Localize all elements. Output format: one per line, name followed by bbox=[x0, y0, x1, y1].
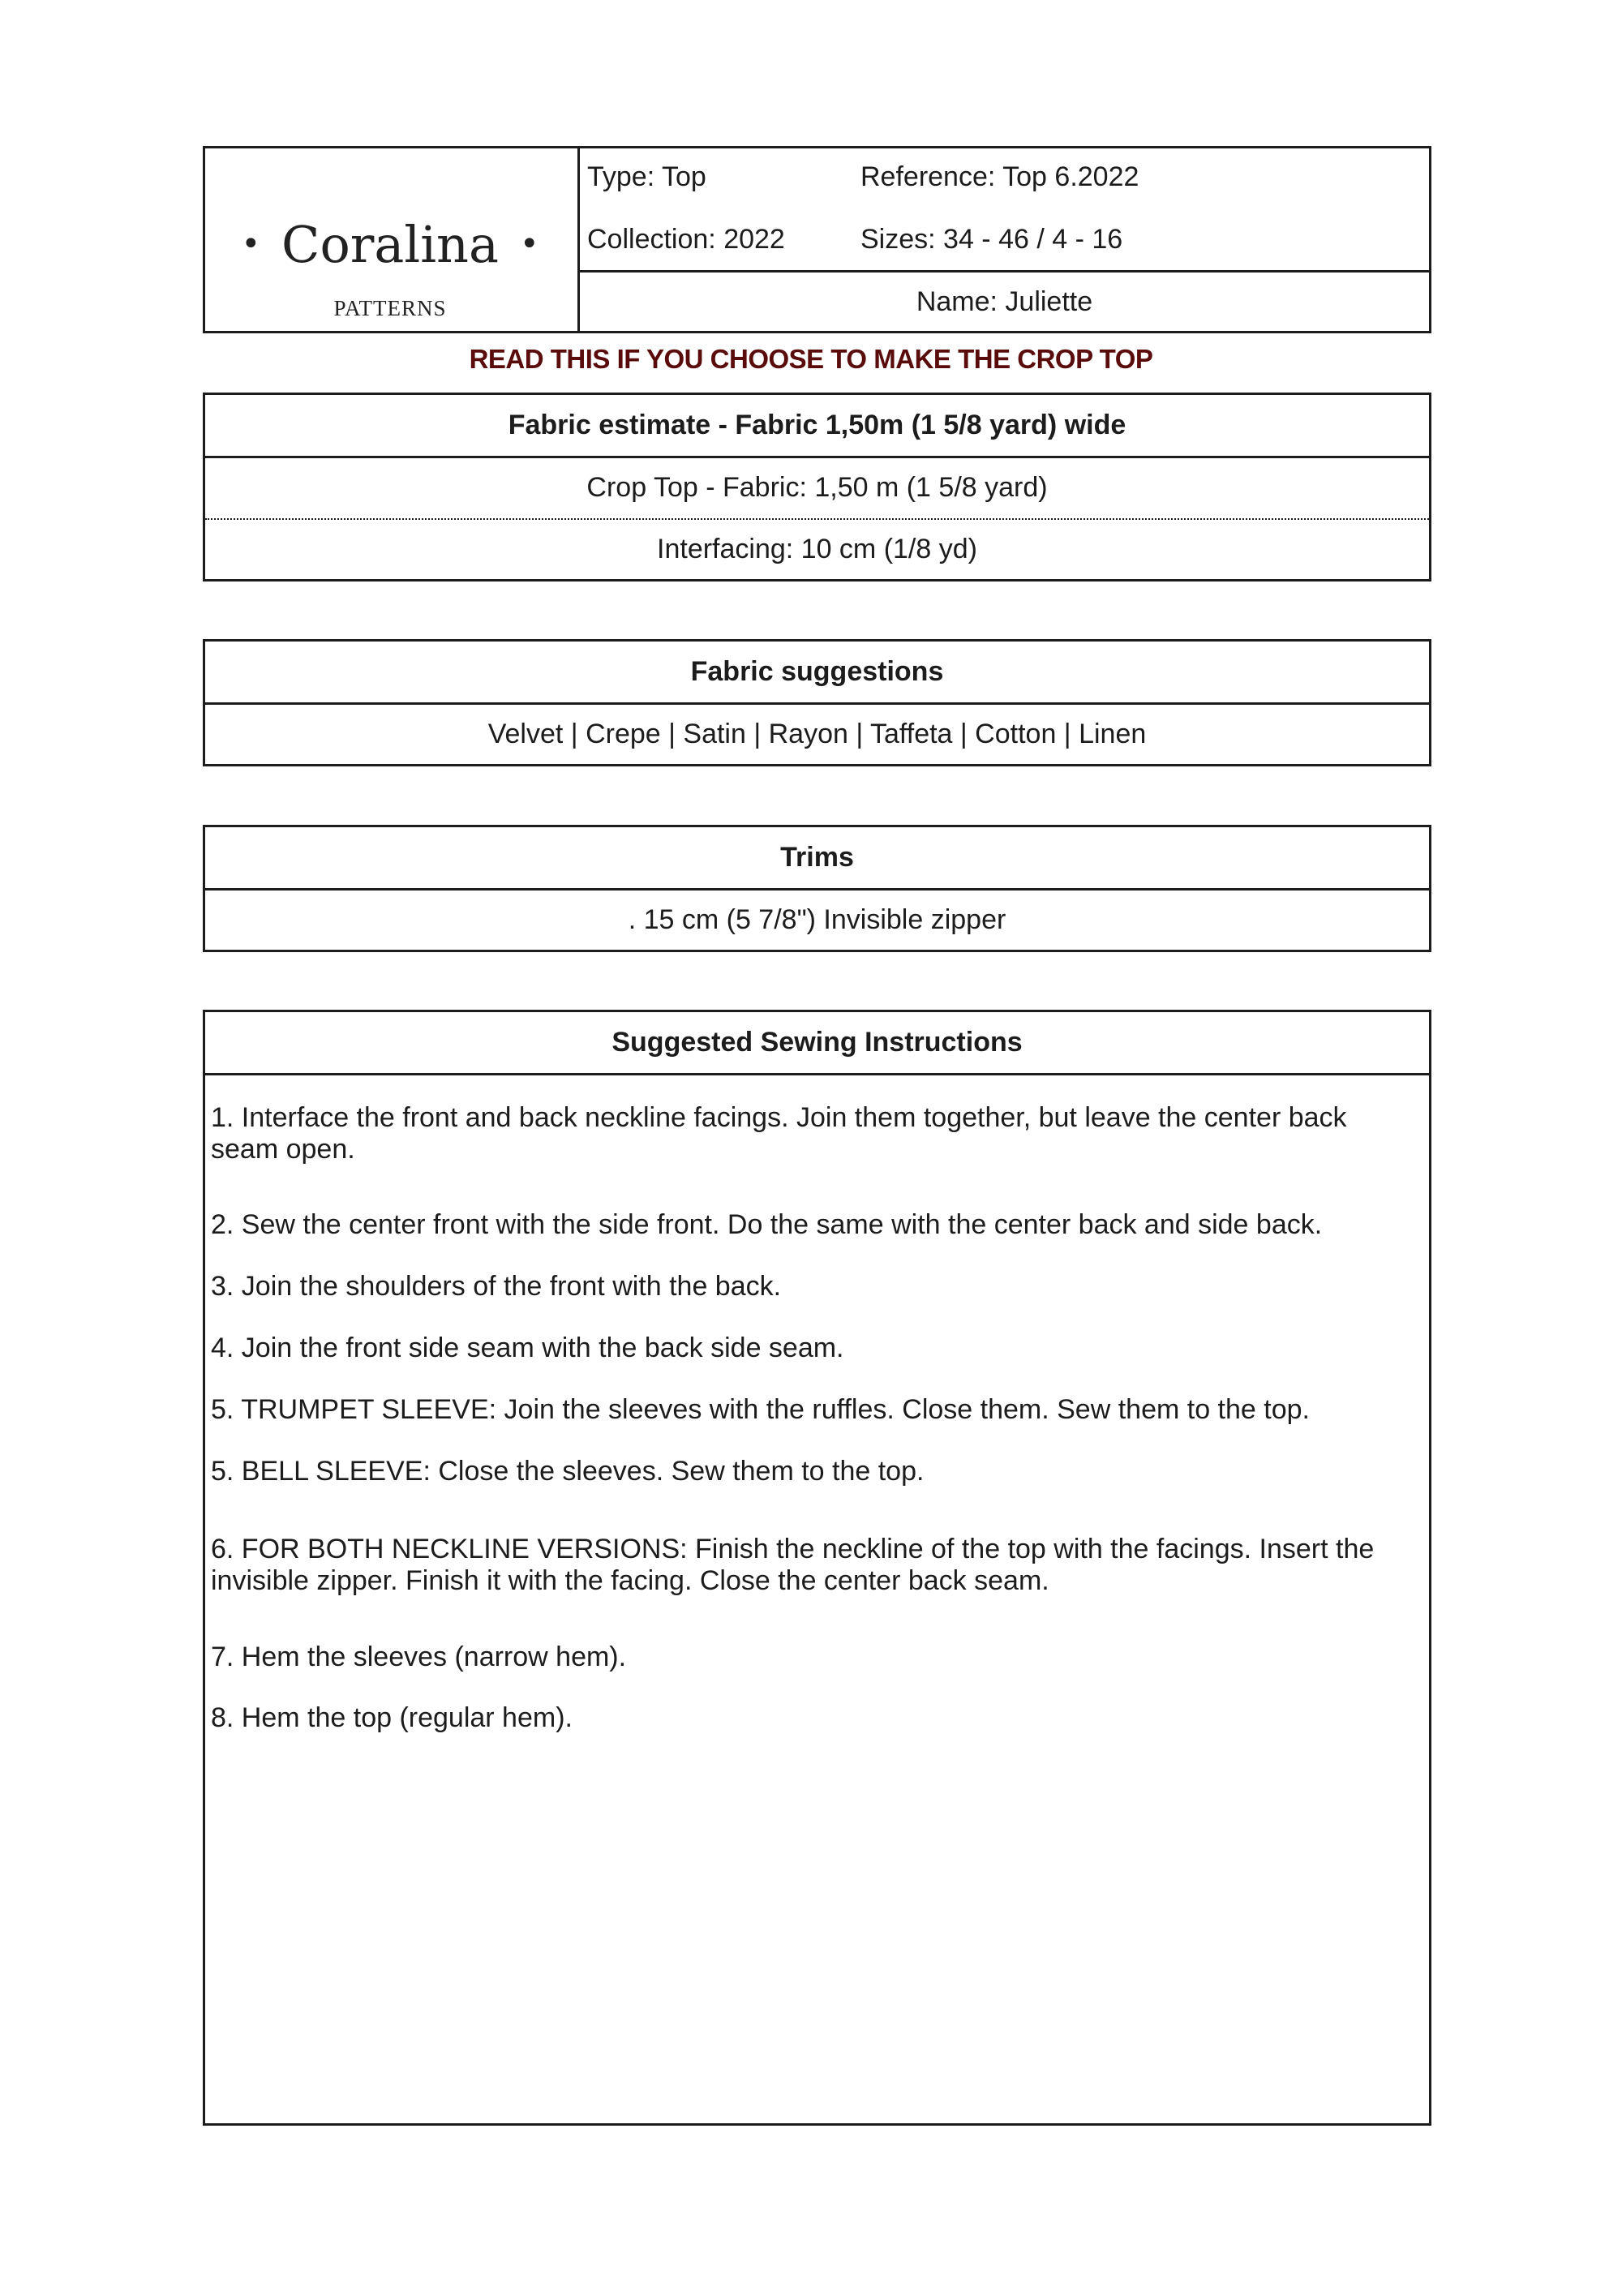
header-box bbox=[203, 146, 1431, 333]
collection-label: Collection: 2022 bbox=[587, 224, 785, 255]
brand-name: Coralina bbox=[281, 215, 499, 274]
logo-dot-left: • bbox=[241, 225, 261, 263]
brand-name-line bbox=[205, 215, 575, 274]
sewing-instructions-title: Suggested Sewing Instructions bbox=[611, 1027, 1023, 1058]
brand-subtitle: PATTERNS bbox=[333, 296, 447, 320]
instruction-step: 1. Interface the front and back neckline facings. Join them together, but leave the center back seam open. bbox=[211, 1102, 1347, 1165]
fabric-estimate-row: Crop Top - Fabric: 1,50 m (1 5/8 yard) bbox=[586, 472, 1048, 503]
sizes-label: Sizes: 34 - 46 / 4 - 16 bbox=[860, 224, 1123, 255]
fabric-estimate-title: Fabric estimate - Fabric 1,50m (1 5/8 yard) wide bbox=[508, 410, 1126, 440]
sewing-instructions-table bbox=[203, 1010, 1431, 2126]
reference-label: Reference: Top 6.2022 bbox=[860, 161, 1139, 192]
fabric-suggestions-table bbox=[203, 639, 1431, 766]
instruction-step: 5. TRUMPET SLEEVE: Join the sleeves with the ruffles. Close them. Sew them to the top. bbox=[211, 1394, 1310, 1425]
trims-value: . 15 cm (5 7/8") Invisible zipper bbox=[628, 904, 1006, 935]
logo-dot-right: • bbox=[519, 225, 539, 263]
instruction-step: 4. Join the front side seam with the back side seam. bbox=[211, 1333, 844, 1363]
crop-top-warning: READ THIS IF YOU CHOOSE TO MAKE THE CROP TOP bbox=[469, 344, 1153, 374]
fabric-suggestions-title: Fabric suggestions bbox=[690, 656, 944, 687]
instruction-step: 8. Hem the top (regular hem). bbox=[211, 1702, 573, 1733]
header-divider-horizontal bbox=[577, 270, 1429, 273]
divider bbox=[205, 1073, 1429, 1075]
instruction-step: 3. Join the shoulders of the front with the back. bbox=[211, 1271, 782, 1302]
type-label: Type: Top bbox=[587, 161, 706, 192]
trims-title: Trims bbox=[780, 842, 854, 873]
pattern-name: Name: Juliette bbox=[916, 286, 1093, 317]
fabric-suggestions-value: Velvet | Crepe | Satin | Rayon | Taffeta | Cotton | Linen bbox=[487, 719, 1147, 749]
fabric-estimate-table bbox=[203, 393, 1431, 582]
brand-logo bbox=[205, 148, 575, 331]
instruction-step: 6. FOR BOTH NECKLINE VERSIONS: Finish the neckline of the top with the facings. Insert the invisible zipper. Finish it with the facing. Close the center back seam. bbox=[211, 1534, 1375, 1596]
instruction-step: 5. BELL SLEEVE: Close the sleeves. Sew them to the top. bbox=[211, 1456, 925, 1487]
instruction-step: 2. Sew the center front with the side front. Do the same with the center back and side back. bbox=[211, 1209, 1323, 1240]
instruction-step: 7. Hem the sleeves (narrow hem). bbox=[211, 1642, 627, 1672]
fabric-estimate-row: Interfacing: 10 cm (1/8 yd) bbox=[657, 534, 977, 564]
trims-table bbox=[203, 825, 1431, 952]
